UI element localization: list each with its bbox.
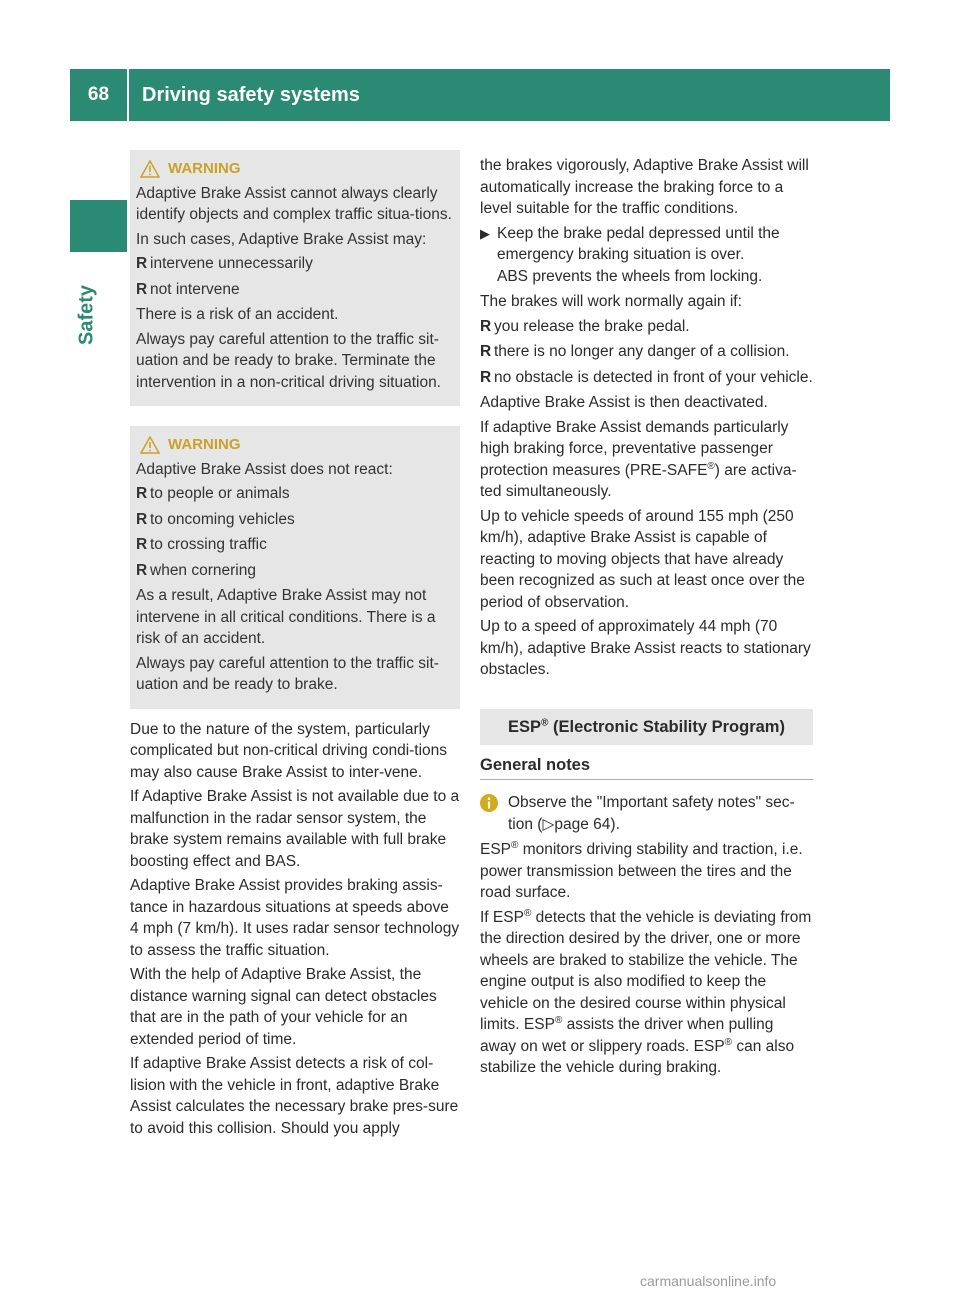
list-item [480,316,813,338]
list-item-text: to oncoming vehicles [150,510,295,528]
subsection-heading: General notes [480,755,813,781]
body-paragraph: Due to the nature of the system, particularly complicated but non-critical driving condi-tions may also cause Brake Assist to inter-vene. [130,720,448,781]
warning-text: Always pay careful attention to the traffic sit-uation and be ready to brake. Terminate the intervention in a non-critical driving situation. [136,330,441,391]
warning-text: Adaptive Brake Assist cannot always clearly identify objects and complex traffic situa-tions. [136,184,452,223]
page-ref-icon: ▷ [542,815,555,833]
body-paragraph: Adaptive Brake Assist is then deactivated. [480,394,768,411]
list-item [136,560,454,582]
instruction-step [480,223,813,288]
bullet-mark: R [136,255,148,272]
body-paragraph: ESP® monitors driving stability and traction, i.e. power transmission between the tires and the road surface. [480,839,803,901]
list-item-text: no obstacle is detected in front of your vehicle. [494,368,813,386]
warning-box [130,426,460,709]
warning-text: As a result, Adaptive Brake Assist may not intervene in all critical conditions. There is a risk of an accident. [136,587,436,647]
side-tab-block [70,200,127,252]
section-heading: ESP® (Electronic Stability Program) [480,709,813,745]
step-arrow-icon: ▶ [480,225,490,241]
bullet-mark: R [480,317,492,335]
warning-text: Adaptive Brake Assist does not react: [136,460,393,478]
warning-heading [136,434,454,456]
warning-triangle-icon [140,436,160,454]
info-icon [480,794,498,812]
list-item-text: to crossing traffic [150,536,267,553]
body-paragraph: If Adaptive Brake Assist is not available due to a malfunction in the radar sensor system, the brake system remains available with full brake boosting effect and BAS. [130,788,460,870]
bullet-mark: R [136,280,148,298]
list-item [480,367,813,389]
warning-text: In such cases, Adaptive Brake Assist may: [136,230,427,248]
body-paragraph: The brakes will work normally again if: [480,293,742,310]
bullet-mark: R [480,368,492,386]
header-divider [127,69,129,121]
list-item-text: intervene unnecessarily [150,255,313,272]
warning-box [130,150,460,406]
warning-heading [136,158,454,180]
list-item [136,534,454,556]
step-result: ABS prevents the wheels from locking. [497,267,763,285]
watermark: carmanualsonline.info [640,1273,777,1289]
body-paragraph: Adaptive Brake Assist provides braking assis-tance in hazardous situations at speeds above 4 mph (7 km/h). It uses radar sensor technology to assess the traffic situation. [130,877,460,959]
info-text: Observe the "Important safety notes" sec-tion (▷page 64). [508,794,795,833]
list-item-text: to people or animals [150,485,290,502]
side-tab-label: Safety [75,284,98,346]
warning-triangle-icon [140,160,160,178]
list-item-text: there is no longer any danger of a collision. [494,343,790,360]
right-column [480,155,813,1082]
warning-text: There is a risk of an accident. [136,306,339,323]
body-paragraph: Up to vehicle speeds of around 155 mph (250 km/h), adaptive Brake Assist is capable of reacting to moving objects that have already been recognized as such at least once over the period of observation. [480,507,805,611]
list-item [136,253,454,275]
info-note [480,792,813,835]
bullet-mark: R [136,485,148,502]
body-paragraph: If ESP® detects that the vehicle is deviating from the direction desired by the driver, one or more wheels are braked to stabilize the vehicle. The engine output is also modified to keep the vehicle on the desired course within physical limits. ESP® assists the driver when pulling away on wet or slippery roads. ESP® can also stabilize the vehicle during braking. [480,907,812,1076]
warning-text: Always pay careful attention to the traffic sit-uation and be ready to brake. [136,654,439,693]
body-paragraph: the brakes vigorously, Adaptive Brake Assist will automatically increase the braking force to a level suitable for the traffic conditions. [480,157,809,217]
body-paragraph: Up to a speed of approximately 44 mph (70 km/h), adaptive Brake Assist reacts to stationary obstacles. [480,618,811,678]
body-paragraph: With the help of Adaptive Brake Assist, the distance warning signal can detect obstacles that are in the path of your vehicle for an extended period of time. [130,966,437,1048]
list-item [480,341,813,363]
bullet-mark: R [136,510,148,528]
bullet-mark: R [136,561,148,579]
left-column [130,150,460,1142]
page-reference-link[interactable]: page 64). [554,815,620,833]
list-item [136,279,454,301]
warning-title: WARNING [168,436,241,453]
page-number: 68 [87,84,110,105]
list-item-text: you release the brake pedal. [494,317,690,335]
list-item-text: not intervene [150,280,240,298]
list-item [136,483,454,505]
body-paragraph: If adaptive Brake Assist demands particularly high braking force, preventative passenger protection measures (PRE-SAFE®) are activa-ted simultaneously. [480,418,797,500]
bullet-mark: R [480,343,492,360]
step-text: Keep the brake pedal depressed until the emergency braking situation is over. [497,224,780,263]
page-title: Driving safety systems [142,84,360,106]
bullet-mark: R [136,536,148,553]
list-item [136,509,454,531]
warning-title: WARNING [168,160,241,177]
body-paragraph: If adaptive Brake Assist detects a risk of col-lision with the vehicle in front, adaptive Brake Assist calculates the necessary brake pres-sure to avoid this collision. Should you apply [130,1055,459,1137]
list-item-text: when cornering [150,561,256,579]
